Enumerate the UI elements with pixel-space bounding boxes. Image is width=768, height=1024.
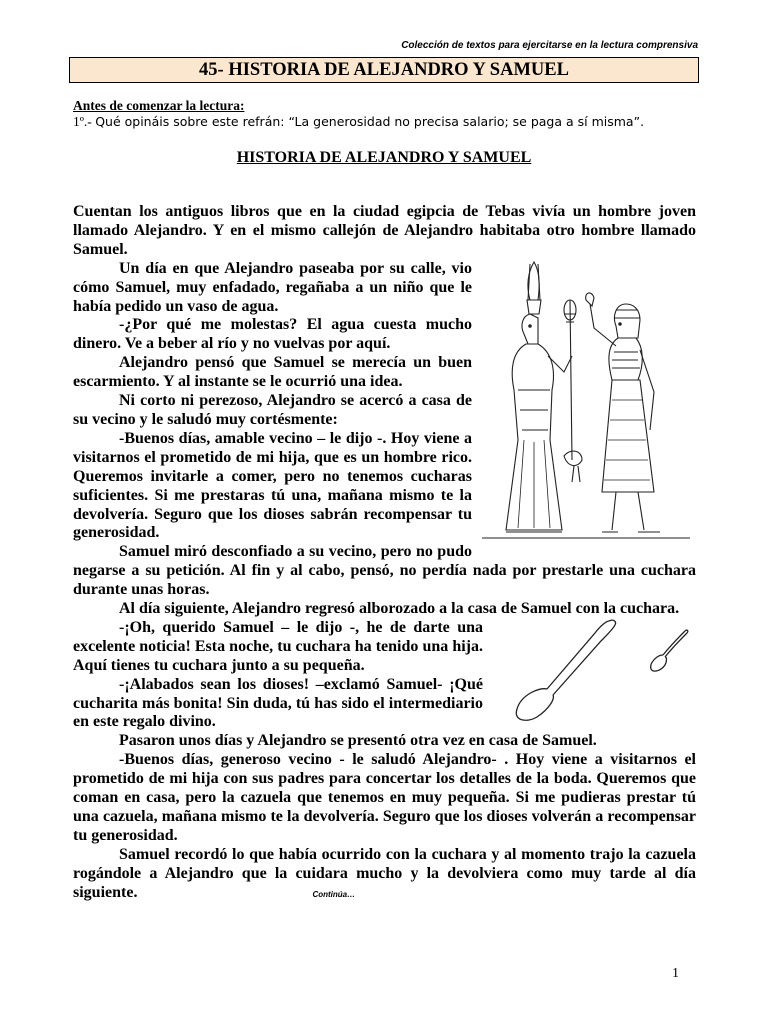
story-paragraph: Pasaron unos días y Alejandro se presentó otra vez en casa de Samuel. [119, 732, 597, 750]
story-paragraph: Alejandro pensó que Samuel se merecía un buen escarmiento. Y al instante se le ocurrió una idea. [73, 354, 472, 391]
spoons-illustration [491, 619, 696, 725]
continua-label: Continúa… [312, 889, 356, 899]
story-subtitle: HISTORIA DE ALEJANDRO Y SAMUEL [236, 149, 532, 166]
page-title: 45- HISTORIA DE ALEJANDRO Y SAMUEL [199, 59, 569, 80]
story-paragraph: Al día siguiente, Alejandro regresó alborozado a la casa de Samuel con la cuchara. [119, 600, 680, 618]
story-body [73, 203, 696, 905]
question-number: 1º.- [73, 114, 96, 129]
story-paragraph: Un día en que Alejandro paseaba por su calle, vio cómo Samuel, muy enfadado, regañaba a un niño que le había pedido un vaso de agua. [73, 259, 472, 315]
egyptian-figures-illustration [478, 260, 696, 546]
story-paragraph: -¿Por qué me molestas? El agua cuesta mucho dinero. Ve a beber al río y no vuelvas por aquí. [73, 316, 472, 353]
story-paragraph: -¡Alabados sean los dioses! –exclamó Samuel- ¡Qué cucharita más bonita! Sin duda, tú has sido el intermediario en este regalo divino. [73, 675, 483, 731]
prereading-question [73, 114, 644, 130]
story-paragraph: -Buenos días, amable vecino – le dijo -. Hoy viene a visitarnos el prometido de mi hija, que es un hombre rico. Queremos invitarle a comer, pero no tenemos cucharas suficientes. Si me prestaras tú una, mañana mismo te la devolvería. Seguro que los dioses sabrán recompensar tu generosidad. [73, 429, 472, 542]
page-number: 1 [672, 966, 679, 981]
story-paragraph-text: Samuel recordó lo que había ocurrido con la cuchara y al momento trajo la cazuela rogándole a Alejandro que la cuidara mucho y la devolviera como muy tarde al día siguiente. [73, 845, 696, 901]
story-paragraph: -¡Oh, querido Samuel – le dijo -, he de darte una excelente noticia! Esta noche, tu cuchara ha tenido una hija. Aquí tienes tu cuchara junto a su pequeña. [73, 618, 483, 674]
story-paragraph [73, 846, 696, 905]
collection-label: Colección de textos para ejercitarse en la lectura comprensiva [401, 40, 698, 51]
story-paragraph: Ni corto ni perezoso, Alejandro se acercó a casa de su vecino y le saludó muy cortésmente: [73, 392, 472, 428]
story-paragraph: -Buenos días, generoso vecino - le saludó Alejandro- . Hoy viene a visitarnos el prometido de mi hija con sus padres para concertar los detalles de la boda. Queremos que coman en casa, pero la cazuela que tenemos en muy pequeña. Si me pudieras prestar tú una cazuela, mañana mismo te la devolvería. Seguro que los dioses volverán a recompensar tu generosidad. [73, 751, 696, 844]
story-paragraph: Samuel miró desconfiado a su vecino, pero no pudo negarse a su petición. Al fin y al cabo, pensó, no perdía nada por prestarle una cuchara durante unas horas. [73, 543, 696, 599]
prereading-heading: Antes de comenzar la lectura: [73, 98, 245, 113]
title-box [69, 57, 699, 83]
question-text: Qué opináis sobre este refrán: “La generosidad no precisa salario; se paga a sí misma”. [95, 114, 645, 129]
story-paragraph: Cuentan los antiguos libros que en la ciudad egipcia de Tebas vivía un hombre joven llamado Alejandro. Y en el mismo callejón de Alejandro habitaba otro hombre llamado Samuel. [73, 203, 696, 258]
